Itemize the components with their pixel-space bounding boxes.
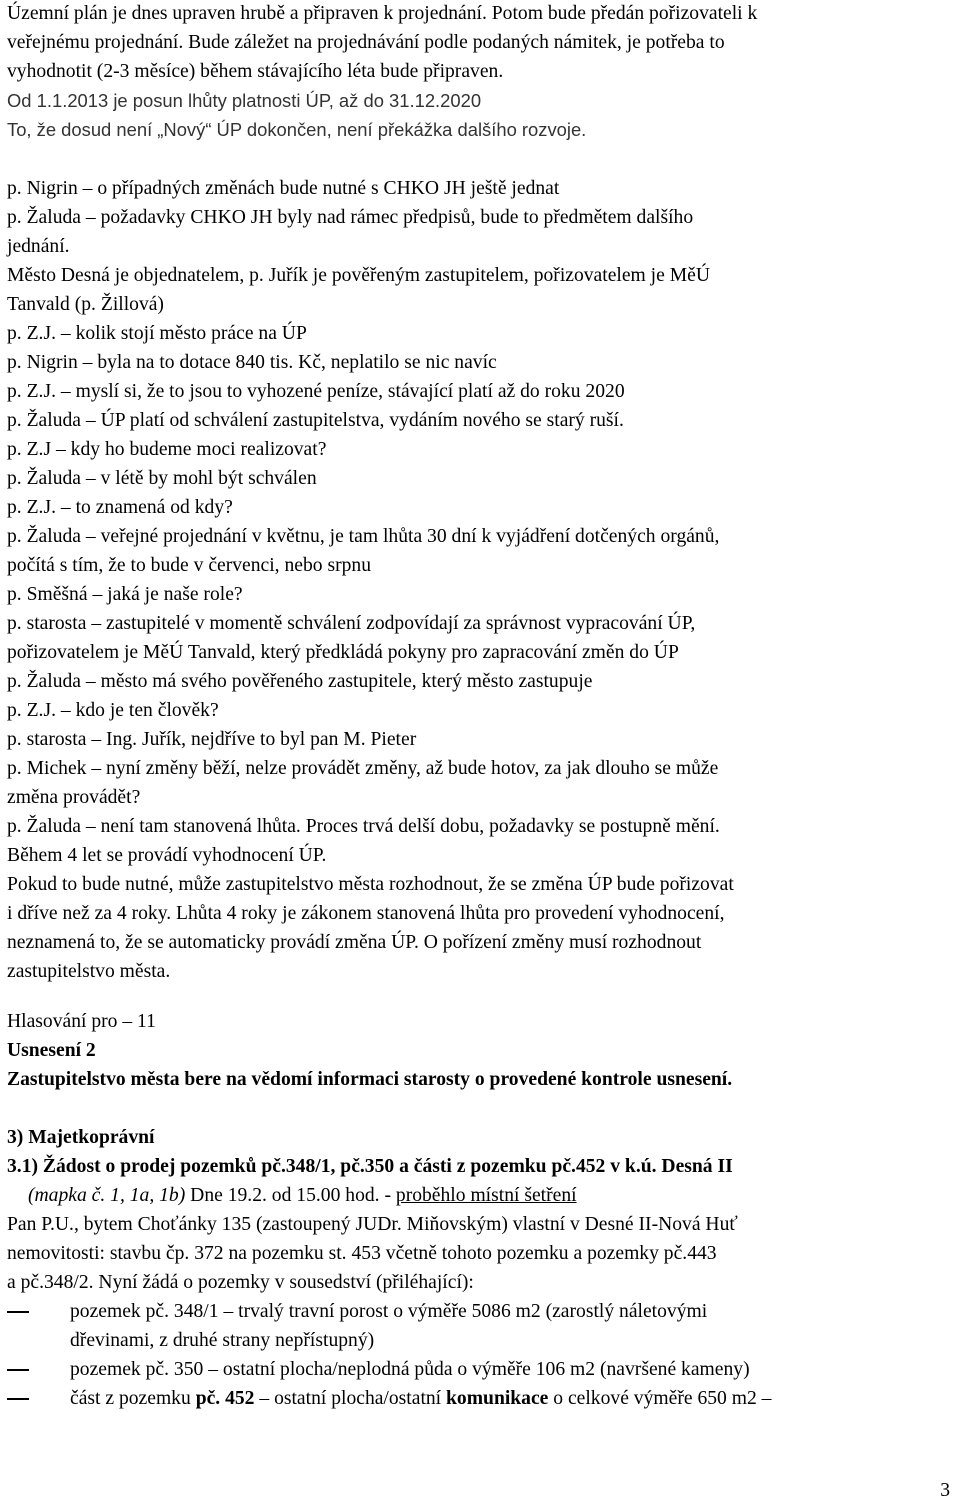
- discussion-line: i dříve než za 4 roky. Lhůta 4 roky je zákonem stanovená lhůta pro provedení vyhodnocení,: [7, 903, 725, 924]
- discussion-line: p. Nigrin – o případných změnách bude nutné s CHKO JH ještě jednat: [7, 178, 560, 199]
- intro-line: vyhodnotit (2-3 měsíce) během stávajícího léta bude připraven.: [7, 61, 504, 82]
- body-line: a pč.348/2. Nyní žádá o pozemky v sousedství (přiléhající):: [7, 1272, 474, 1293]
- discussion-line: počítá s tím, že to bude v červenci, nebo srpnu: [7, 555, 372, 576]
- discussion-line: Během 4 let se provádí vyhodnocení ÚP.: [7, 845, 327, 866]
- body-line: nemovitosti: stavbu čp. 372 na pozemku st. 453 včetně tohoto pozemku a pozemky pč.443: [7, 1243, 717, 1264]
- resolution-text: Zastupitelstvo města bere na vědomí informaci starosty o provedené kontrole usnesení.: [7, 1069, 733, 1090]
- bullet-item-continuation: dřevinami, z druhé strany nepřístupný): [70, 1330, 375, 1351]
- intro-line: Územní plán je dnes upraven hrubě a připraven k projednání. Potom bude předán pořizovateli k: [7, 3, 758, 24]
- item-date: Dne 19.2. od 15.00 hod. -: [185, 1185, 396, 1206]
- vote-result: Hlasování pro – 11: [7, 1011, 156, 1032]
- discussion-line: p. Z.J. – myslí si, že to jsou to vyhozené peníze, stávající platí až do roku 2020: [7, 381, 625, 402]
- intro-line: veřejnému projednání. Bude záležet na projednávání podle podaných námitek, je potřeba to: [7, 32, 725, 53]
- item-survey: proběhlo místní šetření: [395, 1185, 577, 1206]
- bullet-item: pozemek pč. 350 – ostatní plocha/neplodná půda o výměře 106 m2 (navršené kameny): [70, 1359, 750, 1380]
- discussion-line: p. Směšná – jaká je naše role?: [7, 584, 243, 605]
- discussion-line: jednání.: [7, 236, 70, 257]
- dash-bullet-icon: [7, 1311, 29, 1313]
- discussion-line: p. Nigrin – byla na to dotace 840 tis. Kč, neplatilo se nic navíc: [7, 352, 497, 373]
- item-meta: [28, 1181, 577, 1210]
- discussion-line: p. Michek – nyní změny běží, nelze provádět změny, až bude hotov, za jak dlouho se může: [7, 758, 719, 779]
- discussion-line: Tanvald (p. Žillová): [7, 294, 164, 315]
- section-title: 3) Majetkoprávní: [7, 1127, 155, 1148]
- resolution-title: Usnesení 2: [7, 1040, 96, 1061]
- body-line: Pan P.U., bytem Choťánky 135 (zastoupený JUDr. Miňovským) vlastní v Desné II-Nová Huť: [7, 1214, 738, 1235]
- bullet-item: [70, 1384, 771, 1413]
- discussion-line: p. starosta – Ing. Juřík, nejdříve to byl pan M. Pieter: [7, 729, 417, 750]
- discussion-line: pořizovatelem je MěÚ Tanvald, který předkládá pokyny pro zapracování změn do ÚP: [7, 642, 679, 663]
- dash-bullet-icon: [7, 1369, 29, 1371]
- discussion-line: p. Žaluda – v létě by mohl být schválen: [7, 468, 317, 489]
- item-title: 3.1) Žádost o prodej pozemků pč.348/1, pč.350 a části z pozemku pč.452 v k.ú. Desná II: [7, 1156, 733, 1177]
- bullet-item: pozemek pč. 348/1 – trvalý travní porost o výměře 5086 m2 (zarostlý náletovými: [70, 1301, 708, 1322]
- discussion-line: p. Z.J. – kolik stojí město práce na ÚP: [7, 323, 307, 344]
- bullet-keyword: komunikace: [446, 1388, 549, 1409]
- dash-bullet-icon: [7, 1398, 29, 1400]
- bullet-text: část z pozemku: [70, 1388, 196, 1409]
- discussion-line: p. Z.J – kdy ho budeme moci realizovat?: [7, 439, 327, 460]
- discussion-line: Město Desná je objednatelem, p. Juřík je pověřeným zastupitelem, pořizovatelem je MěÚ: [7, 265, 710, 286]
- intro-line: Od 1.1.2013 je posun lhůty platnosti ÚP, až do 31.12.2020: [7, 90, 482, 111]
- discussion-line: p. Žaluda – požadavky CHKO JH byly nad rámec předpisů, bude to předmětem dalšího: [7, 207, 694, 228]
- bullet-parcel: pč. 452: [195, 1388, 255, 1409]
- discussion-line: Pokud to bude nutné, může zastupitelstvo města rozhodnout, že se změna ÚP bude pořizovat: [7, 874, 734, 895]
- discussion-line: p. Žaluda – veřejné projednání v květnu, je tam lhůta 30 dní k vyjádření dotčených orgánů,: [7, 526, 720, 547]
- bullet-text: o celkové výměře 650 m2 –: [548, 1388, 772, 1409]
- discussion-line: p. Z.J. – to znamená od kdy?: [7, 497, 233, 518]
- discussion-line: p. starosta – zastupitelé v momentě schválení zodpovídají za správnost vypracování ÚP,: [7, 613, 696, 634]
- discussion-line: p. Žaluda – ÚP platí od schválení zastupitelstva, vydáním nového se starý ruší.: [7, 410, 624, 431]
- discussion-line: neznamená to, že se automaticky provádí změna ÚP. O pořízení změny musí rozhodnout: [7, 932, 702, 953]
- item-map-ref: (mapka č. 1, 1a, 1b): [28, 1185, 186, 1206]
- discussion-line: p. Žaluda – není tam stanovená lhůta. Proces trvá delší dobu, požadavky se postupně mění.: [7, 816, 720, 837]
- discussion-line: zastupitelstvo města.: [7, 961, 171, 982]
- page-number: 3: [940, 1480, 950, 1501]
- bullet-text: – ostatní plocha/ostatní: [254, 1388, 447, 1409]
- discussion-line: p. Z.J. – kdo je ten člověk?: [7, 700, 219, 721]
- intro-line: To, že dosud není „Nový“ ÚP dokončen, není překážka dalšího rozvoje.: [7, 119, 587, 140]
- discussion-line: p. Žaluda – město má svého pověřeného zastupitele, který město zastupuje: [7, 671, 593, 692]
- discussion-line: změna provádět?: [7, 787, 141, 808]
